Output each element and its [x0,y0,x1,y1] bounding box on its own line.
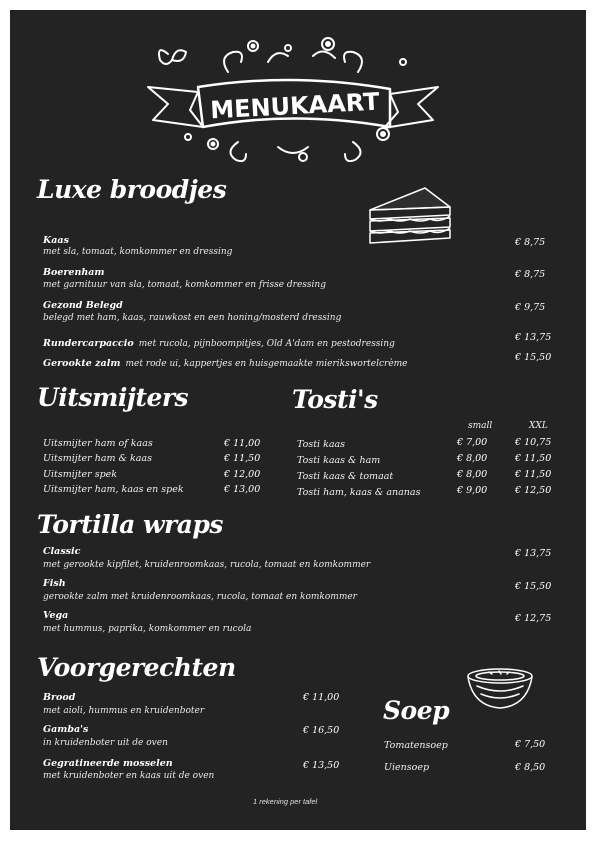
menu-item-price: € 16,50 [303,725,340,736]
menu-item-name: Gerookte zalm [43,358,121,369]
menu-item-name: Brood [43,692,76,703]
menu-item-desc: gerookte zalm met kruidenroomkaas, rucola, tomaat en komkommer [43,592,357,602]
menu-item-desc: met hummus, paprika, komkommer en rucola [43,624,252,634]
menu-item-name: Tosti kaas & tomaat [297,471,394,482]
menu-item-desc: met kruidenboter en kaas uit de oven [43,771,215,781]
menu-item-price-small: € 8,00 [457,469,488,480]
menu-item-name: Gamba's [43,724,89,735]
menu-item-price-small: € 8,00 [457,453,488,464]
menu-item-price: € 13,75 [515,548,552,559]
menu-item-desc: belegd met ham, kaas, rauwkost en een honing/mosterd dressing [43,313,342,323]
menu-item-name: Boerenham [43,267,105,278]
menu-item-name: Tosti kaas [297,439,346,450]
menu-item-price: € 13,50 [303,760,340,771]
soup-bowl-icon [465,666,535,711]
section-title-voorgerechten: Voorgerechten [37,653,236,682]
menu-item-name: Tosti kaas & ham [297,455,381,466]
menu-item-price: € 13,00 [224,484,261,495]
column-header-small: small [468,421,493,431]
menu-item-price: € 11,00 [303,692,340,703]
menu-item-price-small: € 7,00 [457,437,488,448]
menu-item-price-xxl: € 11,50 [515,453,552,464]
menu-item-price: € 7,50 [515,739,546,750]
section-title-luxe-broodjes: Luxe broodjes [37,175,227,204]
menu-item-name: Rundercarpaccio [43,338,134,349]
menu-item-price: € 13,75 [515,332,552,343]
menu-item-name: Classic [43,546,81,557]
menu-item-name: Kaas [43,235,69,246]
menu-item-desc: met rode ui, kappertjes en huisgemaakte mierikswortelcrème [125,359,408,369]
logo-text: MENUKAART [209,87,381,125]
sandwich-icon [365,185,455,245]
menu-item-name: Tosti ham, kaas & ananas [297,487,421,498]
menu-item-price-xxl: € 12,50 [515,485,552,496]
menu-item-row [43,351,408,370]
menu-item-name: Vega [43,610,69,621]
menu-item-price-small: € 9,00 [457,485,488,496]
menu-item-price: € 12,75 [515,613,552,624]
menu-item-desc: met gerookte kipfilet, kruidenroomkaas, rucola, tomaat en komkommer [43,560,371,570]
menu-item-price: € 11,00 [224,438,261,449]
menu-item-name: Tomatensoep [384,740,448,751]
menu-item-name: Uiensoep [384,762,430,773]
menu-item-name: Uitsmijter ham of kaas [43,438,153,449]
menu-item-price: € 8,75 [515,237,546,248]
menu-item-price: € 8,50 [515,762,546,773]
section-title-soep: Soep [383,696,450,725]
menu-item-name: Uitsmijter spek [43,469,118,480]
menukaart-banner-logo [128,32,458,172]
menu-item-price: € 8,75 [515,269,546,280]
menu-board [10,10,586,830]
menu-item-price-xxl: € 10,75 [515,437,552,448]
menu-item-desc: met rucola, pijnboompitjes, Old A'dam en pestodressing [138,339,395,349]
menu-item-name: Fish [43,578,66,589]
menu-item-price: € 15,50 [515,581,552,592]
menu-item-price-xxl: € 11,50 [515,469,552,480]
footer-note: 1 rekening per tafel [253,797,318,806]
menu-item-row [43,331,395,350]
menu-item-desc: met aioli, hummus en kruidenboter [43,706,205,716]
section-title-tortilla-wraps: Tortilla wraps [37,510,223,539]
menu-item-desc: met garnituur van sla, tomaat, komkommer en frisse dressing [43,280,326,290]
menu-item-name: Uitsmijter ham, kaas en spek [43,484,184,495]
menu-item-price: € 11,50 [224,453,261,464]
menu-item-price: € 9,75 [515,302,546,313]
menu-item-name: Gezond Belegd [43,300,123,311]
menu-item-price: € 12,00 [224,469,261,480]
column-header-xxl: XXL [529,421,548,431]
menu-item-name: Uitsmijter ham & kaas [43,453,152,464]
menu-item-desc: in kruidenboter uit de oven [43,738,168,748]
menu-item-price: € 15,50 [515,352,552,363]
menu-item-desc: met sla, tomaat, komkommer en dressing [43,247,233,257]
section-title-uitsmijters: Uitsmijters [37,383,189,412]
menu-item-name: Gegratineerde mosselen [43,758,173,769]
section-title-tostis: Tosti's [292,385,378,414]
